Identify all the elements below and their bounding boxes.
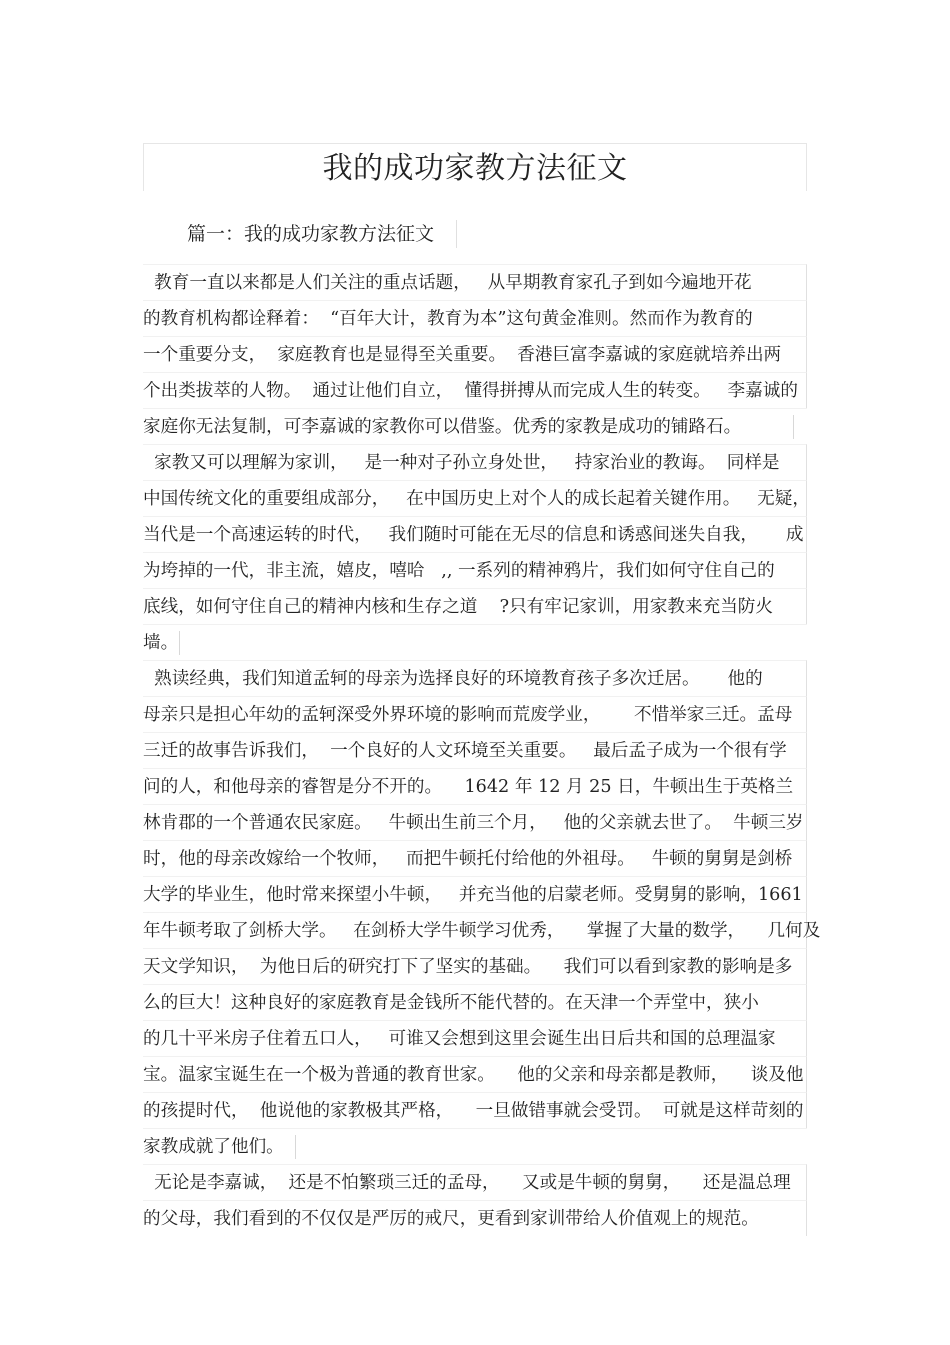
text-line: 宝。温家宝诞生在一个极为普通的教育世家。 他的父亲和母亲都是教师， 谈及他 (143, 1056, 807, 1092)
line-end-marker (793, 415, 794, 439)
text-line-content: 墙。 (143, 633, 179, 653)
text-line: 天文学知识， 为他日后的研究打下了坚实的基础。 我们可以看到家教的影响是多 (143, 948, 807, 984)
text-line: 年牛顿考取了剑桥大学。 在剑桥大学牛顿学习优秀， 掌握了大量的数学， 几何及 (143, 912, 807, 948)
text-line: 的教育机构都诠释着： “百年大计，教育为本”这句黄金准则。然而作为教育的 (143, 300, 807, 336)
text-line: 底线，如何守住自己的精神内核和生存之道 ?只有牢记家训，用家教来充当防火 (143, 588, 807, 624)
text-line: 大学的毕业生，他时常来探望小牛顿， 并充当他的启蒙老师。受舅舅的影响，1661 (143, 876, 807, 912)
text-line: 么的巨大！这种良好的家庭教育是金钱所不能代替的。在天津一个弄堂中，狭小 (143, 984, 807, 1020)
document-body (143, 264, 821, 1236)
text-line: 林肯郡的一个普通农民家庭。 牛顿出生前三个月， 他的父亲就去世了。 牛顿三岁 (143, 804, 807, 840)
text-line: 教育一直以来都是人们关注的重点话题， 从早期教育家孔子到如今遍地开花 (143, 264, 807, 300)
text-line: 的父母，我们看到的不仅仅是严厉的戒尺，更看到家训带给人价值观上的规范。 (143, 1200, 807, 1236)
text-line: 时，他的母亲改嫁给一个牧师， 而把牛顿托付给他的外祖母。 牛顿的舅舅是剑桥 (143, 840, 807, 876)
text-line: 一个重要分支， 家庭教育也是显得至关重要。 香港巨富李嘉诚的家庭就培养出两 (143, 336, 807, 372)
section-subtitle: 篇一：我的成功家教方法征文 (187, 220, 457, 248)
line-end-marker (179, 631, 180, 655)
text-line (143, 408, 807, 444)
text-line: 问的人，和他母亲的睿智是分不开的。 1642 年 12 月 25 日，牛顿出生于英格兰 (143, 768, 807, 804)
text-line-content: 家庭你无法复制，可李嘉诚的家教你可以借鉴。优秀的家教是成功的铺路石。 (143, 417, 742, 437)
text-line: 母亲只是担心年幼的孟轲深受外界环境的影响而荒废学业， 不惜举家三迁。孟母 (143, 696, 807, 732)
text-line: 家教又可以理解为家训， 是一种对子孙立身处世， 持家治业的教诲。 同样是 (143, 444, 807, 480)
line-end-marker (295, 1135, 296, 1159)
text-line: 个出类拔萃的人物。 通过让他们自立， 懂得拼搏从而完成人生的转变。 李嘉诚的 (143, 372, 807, 408)
title-box (143, 143, 807, 191)
text-line: 的孩提时代， 他说他的家教极其严格， 一旦做错事就会受罚。 可就是这样苛刻的 (143, 1092, 807, 1128)
text-line (143, 624, 807, 660)
text-line: 熟读经典，我们知道孟轲的母亲为选择良好的环境教育孩子多次迁居。 他的 (143, 660, 807, 696)
text-line: 的几十平米房子住着五口人， 可谁又会想到这里会诞生出日后共和国的总理温家 (143, 1020, 807, 1056)
text-line (143, 1128, 807, 1164)
text-line-content: 家教成就了他们。 (143, 1137, 284, 1157)
text-line: 为垮掉的一代，非主流，嬉皮，嘻哈 ,, 一系列的精神鸦片，我们如何守住自己的 (143, 552, 807, 588)
text-line: 三迁的故事告诉我们， 一个良好的人文环境至关重要。 最后孟子成为一个很有学 (143, 732, 807, 768)
text-line: 无论是李嘉诚， 还是不怕繁琐三迁的孟母， 又或是牛顿的舅舅， 还是温总理 (143, 1164, 807, 1200)
text-line: 中国传统文化的重要组成部分， 在中国历史上对个人的成长起着关键作用。 无疑， (143, 480, 807, 516)
document-title: 我的成功家教方法征文 (322, 151, 628, 186)
text-line: 当代是一个高速运转的时代， 我们随时可能在无尽的信息和诱惑间迷失自我， 成 (143, 516, 807, 552)
